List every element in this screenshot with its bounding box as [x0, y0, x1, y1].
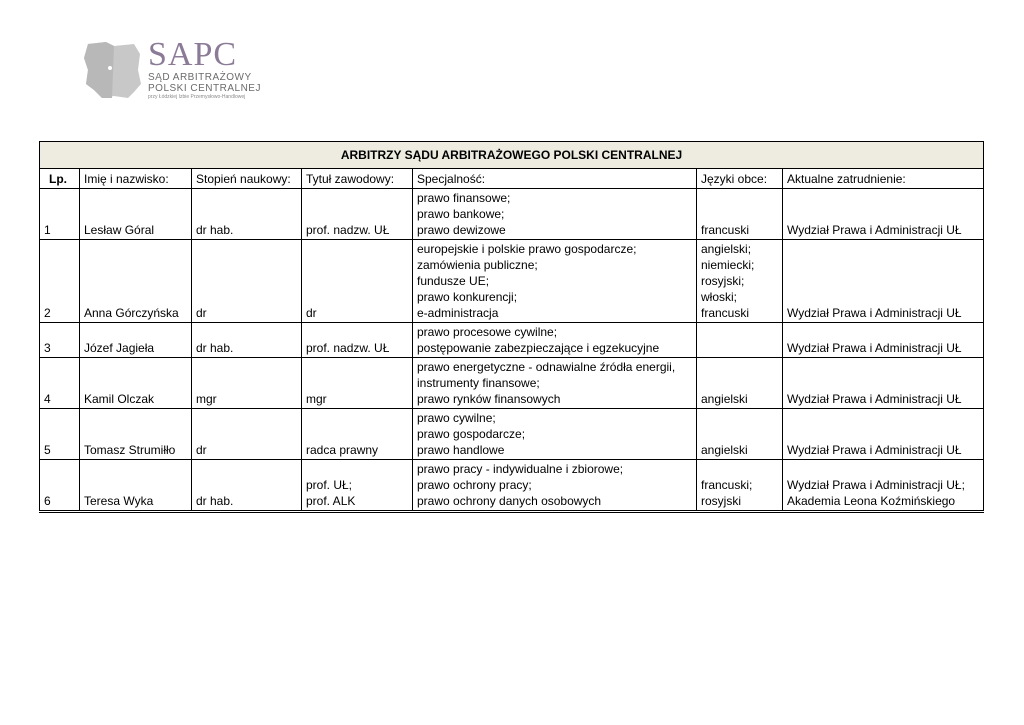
- cell-specialty-line: prawo ochrony danych osobowych: [417, 494, 602, 508]
- cell-title-line: dr: [306, 306, 317, 320]
- cell-title: [302, 189, 413, 240]
- header-employment: Aktualne zatrudnienie:: [783, 169, 984, 189]
- cell-specialty: [413, 240, 697, 323]
- table-body: [40, 189, 984, 512]
- cell-degree: dr hab.: [192, 189, 302, 240]
- cell-employment-line: Wydział Prawa i Administracji UŁ: [787, 392, 962, 406]
- cell-languages-line: niemiecki;: [701, 258, 755, 272]
- cell-languages-line: angielski: [701, 392, 748, 406]
- cell-languages-line: włoski;: [701, 290, 738, 304]
- cell-specialty-line: fundusze UE;: [417, 274, 490, 288]
- cell-title-line: prof. nadzw. UŁ: [306, 341, 390, 355]
- cell-languages: [697, 358, 783, 409]
- cell-name: Lesław Góral: [80, 189, 192, 240]
- cell-employment: [783, 460, 984, 512]
- cell-specialty-line: prawo gospodarcze;: [417, 427, 526, 441]
- cell-name: Józef Jagieła: [80, 323, 192, 358]
- cell-title-line: radca prawny: [306, 443, 379, 457]
- cell-employment-line: Wydział Prawa i Administracji UŁ: [787, 341, 962, 355]
- table-row: [40, 460, 984, 512]
- cell-name: Kamil Olczak: [80, 358, 192, 409]
- header-name: Imię i nazwisko:: [80, 169, 192, 189]
- cell-title: [302, 460, 413, 512]
- cell-languages-line: rosyjski;: [701, 274, 745, 288]
- logo-line1: SĄD ARBITRAŻOWY: [148, 72, 252, 83]
- table-row: [40, 358, 984, 409]
- cell-lp: 1: [40, 189, 80, 240]
- cell-specialty: [413, 358, 697, 409]
- cell-specialty-line: prawo bankowe;: [417, 207, 505, 221]
- cell-employment: [783, 409, 984, 460]
- cell-employment-line: Wydział Prawa i Administracji UŁ: [787, 223, 962, 237]
- cell-specialty-line: prawo rynków finansowych: [417, 392, 561, 406]
- table-header-row: [40, 169, 984, 189]
- cell-specialty-line: prawo handlowe: [417, 443, 505, 457]
- cell-specialty: [413, 189, 697, 240]
- cell-languages-line: francuski: [701, 306, 750, 320]
- cell-lp: 2: [40, 240, 80, 323]
- arbitrators-table: [39, 141, 984, 513]
- cell-specialty-line: prawo procesowe cywilne;: [417, 325, 558, 339]
- cell-degree: mgr: [192, 358, 302, 409]
- cell-specialty-line: prawo konkurencji;: [417, 290, 518, 304]
- cell-employment-line: Wydział Prawa i Administracji UŁ;: [787, 478, 965, 492]
- cell-specialty-line: instrumenty finansowe;: [417, 376, 540, 390]
- cell-employment-line: Akademia Leona Koźmińskiego: [787, 494, 956, 508]
- cell-employment-line: Wydział Prawa i Administracji UŁ: [787, 306, 962, 320]
- table-row: [40, 189, 984, 240]
- cell-languages-line: angielski: [701, 443, 748, 457]
- header-lp: Lp.: [40, 169, 80, 189]
- cell-languages: [697, 240, 783, 323]
- cell-specialty-line: zamówienia publiczne;: [417, 258, 538, 272]
- table-row: [40, 409, 984, 460]
- cell-specialty-line: e-administracja: [417, 306, 499, 320]
- cell-title: [302, 409, 413, 460]
- header-languages: Języki obce:: [697, 169, 783, 189]
- table-row: [40, 323, 984, 358]
- cell-employment: [783, 323, 984, 358]
- poland-map-icon: [84, 40, 142, 100]
- header-degree: Stopień naukowy:: [192, 169, 302, 189]
- cell-degree: dr hab.: [192, 323, 302, 358]
- logo-line3: przy Łódzkiej Izbie Przemysłowo-Handlowej: [148, 94, 246, 100]
- cell-lp: 3: [40, 323, 80, 358]
- cell-specialty: [413, 323, 697, 358]
- cell-languages-line: francuski;: [701, 478, 753, 492]
- cell-employment: [783, 358, 984, 409]
- cell-title-line: mgr: [306, 392, 327, 406]
- cell-languages: [697, 409, 783, 460]
- cell-name: Teresa Wyka: [80, 460, 192, 512]
- cell-specialty-line: prawo pracy - indywidualne i zbiorowe;: [417, 462, 624, 476]
- cell-specialty: [413, 409, 697, 460]
- cell-degree: dr: [192, 409, 302, 460]
- cell-languages-line: francuski: [701, 223, 750, 237]
- cell-specialty-line: postępowanie zabezpieczające i egzekucyjne: [417, 341, 660, 355]
- cell-degree: dr: [192, 240, 302, 323]
- table-title: ARBITRZY SĄDU ARBITRAŻOWEGO POLSKI CENTRALNEJ: [40, 142, 984, 169]
- cell-title-line: prof. UŁ;: [306, 478, 353, 492]
- table-row: [40, 240, 984, 323]
- cell-title: [302, 358, 413, 409]
- cell-employment: [783, 189, 984, 240]
- cell-languages: [697, 323, 783, 358]
- cell-specialty-line: prawo cywilne;: [417, 411, 496, 425]
- cell-specialty-line: prawo energetyczne - odnawialne źródła energii,: [417, 360, 676, 374]
- cell-name: Anna Górczyńska: [80, 240, 192, 323]
- cell-title: [302, 240, 413, 323]
- logo-line2: POLSKI CENTRALNEJ: [148, 83, 261, 94]
- cell-specialty-line: prawo dewizowe: [417, 223, 506, 237]
- cell-employment: [783, 240, 984, 323]
- cell-name: Tomasz Strumiłło: [80, 409, 192, 460]
- cell-specialty-line: europejskie i polskie prawo gospodarcze;: [417, 242, 637, 256]
- cell-title: [302, 323, 413, 358]
- cell-lp: 4: [40, 358, 80, 409]
- cell-languages-line: angielski;: [701, 242, 752, 256]
- header-title: Tytuł zawodowy:: [302, 169, 413, 189]
- cell-lp: 6: [40, 460, 80, 512]
- logo-title: SAPC: [148, 36, 238, 73]
- sapc-logo: [84, 38, 264, 104]
- cell-languages-line: rosyjski: [701, 494, 742, 508]
- cell-title-line: prof. ALK: [306, 494, 356, 508]
- cell-employment-line: Wydział Prawa i Administracji UŁ: [787, 443, 962, 457]
- cell-lp: 5: [40, 409, 80, 460]
- cell-degree: dr hab.: [192, 460, 302, 512]
- cell-languages: [697, 189, 783, 240]
- cell-specialty-line: prawo finansowe;: [417, 191, 511, 205]
- cell-title-line: prof. nadzw. UŁ: [306, 223, 390, 237]
- cell-specialty: [413, 460, 697, 512]
- header-specialty: Specjalność:: [413, 169, 697, 189]
- cell-specialty-line: prawo ochrony pracy;: [417, 478, 532, 492]
- cell-languages: [697, 460, 783, 512]
